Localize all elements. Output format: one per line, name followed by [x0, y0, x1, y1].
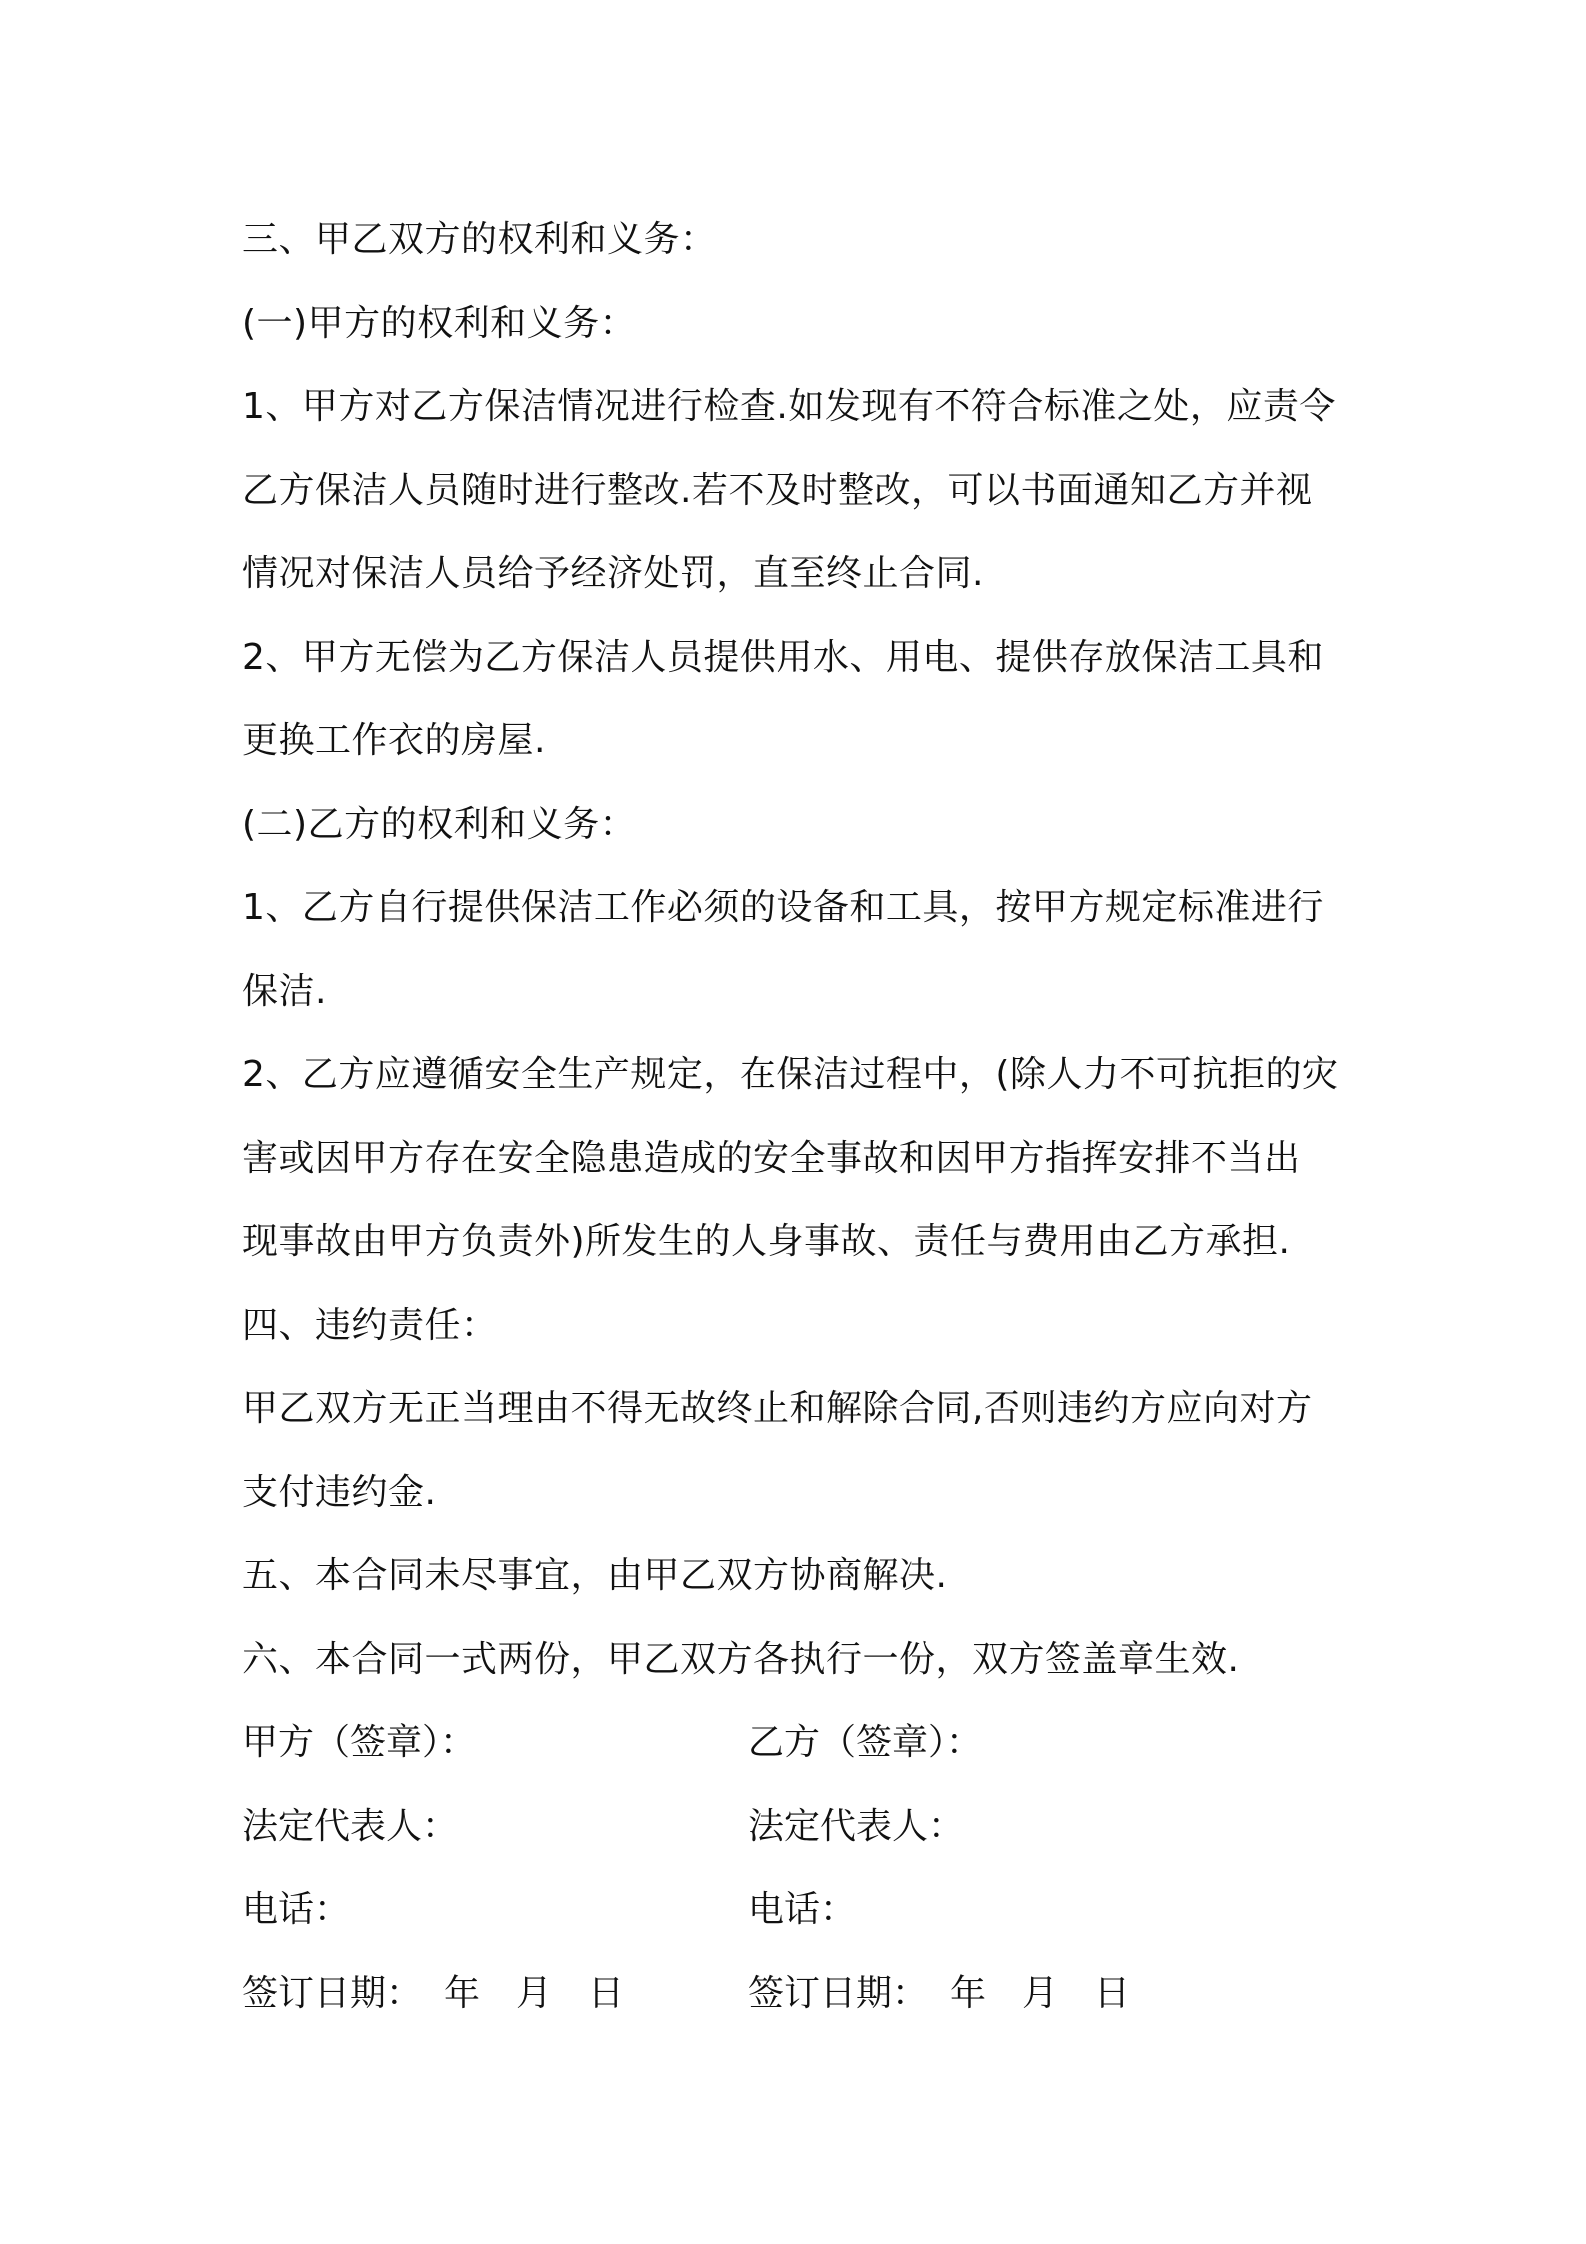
signature-row-rep	[242, 1785, 1362, 1869]
subheading-party-a-rights: (一)甲方的权利和义务：	[242, 302, 637, 344]
paragraph-line: 1、甲方对乙方保洁情况进行检查.如发现有不符合标准之处，应责令	[242, 386, 1336, 427]
section-heading-5: 五、本合同未尽事宜，由甲乙双方协商解决.	[242, 1555, 948, 1596]
party-a-seal-label: 甲方（签章）：	[242, 1722, 477, 1763]
party-a-phone-label: 电话：	[242, 1889, 351, 1930]
party-a-date	[242, 1952, 748, 2036]
signature-row-date	[242, 1952, 1362, 2036]
paragraph-line: 乙方保洁人员随时进行整改.若不及时整改，可以书面通知乙方并视	[242, 469, 1313, 511]
paragraph-line: 1、乙方自行提供保洁工作必须的设备和工具，按甲方规定标准进行	[242, 887, 1324, 928]
party-b-date-year: 年	[950, 1972, 987, 2014]
paragraph-line: 2、甲方无偿为乙方保洁人员提供用水、用电、提供存放保洁工具和	[242, 636, 1324, 678]
paragraph-line: 2、乙方应遵循安全生产规定，在保洁过程中，(除人力不可抗拒的灾	[242, 1054, 1339, 1095]
paragraph-line: 甲乙双方无正当理由不得无故终止和解除合同,否则违约方应向对方	[242, 1388, 1313, 1429]
party-b-date-month: 月	[1022, 1972, 1059, 2014]
party-b-rep-label: 法定代表人：	[748, 1805, 965, 1847]
section-heading-3: 三、甲乙双方的权利和义务：	[242, 219, 717, 260]
paragraph-line: 保洁.	[242, 970, 327, 1012]
paragraph-line: 情况对保洁人员给予经济处罚，直至终止合同.	[242, 553, 984, 594]
party-a-date-label: 签订日期：	[242, 1972, 423, 2014]
party-a-rep-label: 法定代表人：	[242, 1805, 459, 1847]
party-a-date-day: 日	[588, 1972, 625, 2014]
contract-body	[242, 198, 1362, 2035]
party-a-date-year: 年	[444, 1972, 481, 2014]
paragraph-line: 现事故由甲方负责外)所发生的人身事故、责任与费用由乙方承担.	[242, 1221, 1291, 1262]
party-b-date-label: 签订日期：	[748, 1972, 929, 2014]
paragraph-line: 害或因甲方存在安全隐患造成的安全事故和因甲方指挥安排不当出	[242, 1137, 1301, 1179]
party-b-date	[748, 1952, 1254, 2036]
party-b-phone-label: 电话：	[748, 1889, 857, 1930]
party-a-date-month: 月	[516, 1972, 553, 2014]
section-heading-4: 四、违约责任：	[242, 1304, 498, 1346]
paragraph-line: 更换工作衣的房屋.	[242, 720, 546, 761]
paragraph-line: 支付违约金.	[242, 1471, 437, 1513]
signature-row-seal	[242, 1701, 1362, 1785]
section-heading-6: 六、本合同一式两份，甲乙双方各执行一份，双方签盖章生效.	[242, 1638, 1240, 1680]
subheading-party-b-rights: (二)乙方的权利和义务：	[242, 803, 637, 845]
party-b-date-day: 日	[1094, 1972, 1131, 2014]
signature-row-phone	[242, 1868, 1362, 1952]
party-b-seal-label: 乙方（签章）：	[748, 1722, 983, 1763]
